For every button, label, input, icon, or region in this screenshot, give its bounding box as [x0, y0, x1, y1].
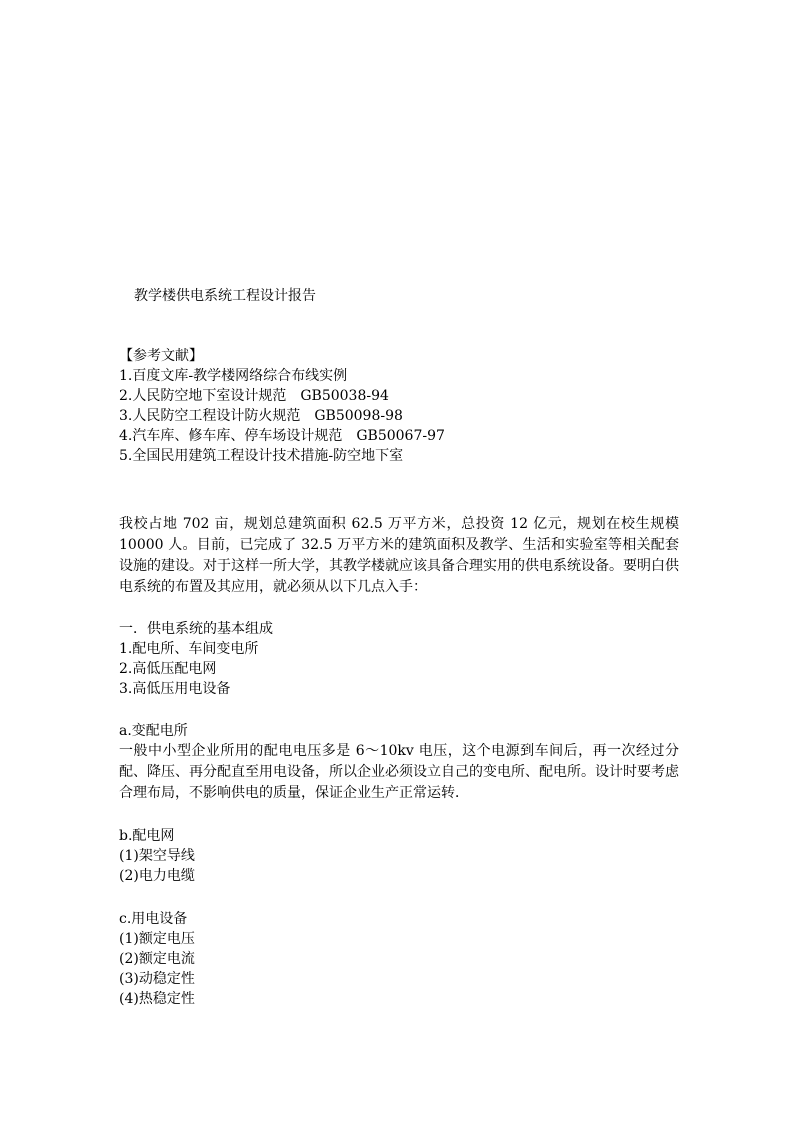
section-heading: c.用电设备: [119, 911, 188, 927]
list-item: 3.高低压用电设备: [119, 681, 231, 697]
section-basic-composition: [119, 619, 679, 699]
list-item: 2.高低压配电网: [119, 661, 217, 677]
section-substation: [119, 721, 679, 804]
section-body: 一般中小型企业所用的配电电压多是 6～10kv 电压，这个电源到车间后，再一次经过分配、降压、再分配直至用电设备，所以企业必须设立自己的变电所、配电所。设计时要考虑合理布局，不影响供电的质量，保证企业生产正常运转．: [119, 743, 679, 801]
section-electrical-equipment: [119, 909, 679, 1009]
section-distribution-network: [119, 826, 679, 886]
section-heading: b.配电网: [119, 828, 175, 844]
document-title: 教学楼供电系统工程设计报告: [134, 288, 316, 304]
section-heading: a.变配电所: [119, 723, 188, 739]
list-item: (2)电力电缆: [119, 868, 195, 884]
list-item: 1.配电所、车间变电所: [119, 641, 259, 657]
reference-item: 5.全国民用建筑工程设计技术措施-防空地下室: [119, 448, 404, 464]
reference-item: 3.人民防空工程设计防火规范 GB50098-98: [119, 408, 403, 424]
reference-item: 2.人民防空地下室设计规范 GB50038-94: [119, 388, 389, 404]
list-item: (1)额定电压: [119, 931, 195, 947]
list-item: (3)动稳定性: [119, 971, 195, 987]
list-item: (4)热稳定性: [119, 991, 195, 1007]
reference-item: 4.汽车库、修车库、停车场设计规范 GB50067-97: [119, 428, 445, 444]
references-section: [119, 346, 679, 466]
reference-item: 1.百度文库-教学楼网络综合布线实例: [119, 368, 348, 384]
intro-paragraph: 我校占地 702 亩，规划总建筑面积 62.5 万平方米，总投资 12 亿元，规划在校生规模 10000 人。目前，已完成了 32.5 万平方米的建筑面积及教学、生活和实验室等相关配套设施的建设。对于这样一所大学，其教学楼就应该具备合理实用的供电系统设备。要明白供电系统的布置及其应用，就必须从以下几点入手：: [119, 516, 679, 595]
list-item: (1)架空导线: [119, 848, 195, 864]
list-item: (2)额定电流: [119, 951, 195, 967]
references-heading: 【参考文献】: [119, 348, 203, 364]
section-heading: 一．供电系统的基本组成: [119, 621, 273, 637]
